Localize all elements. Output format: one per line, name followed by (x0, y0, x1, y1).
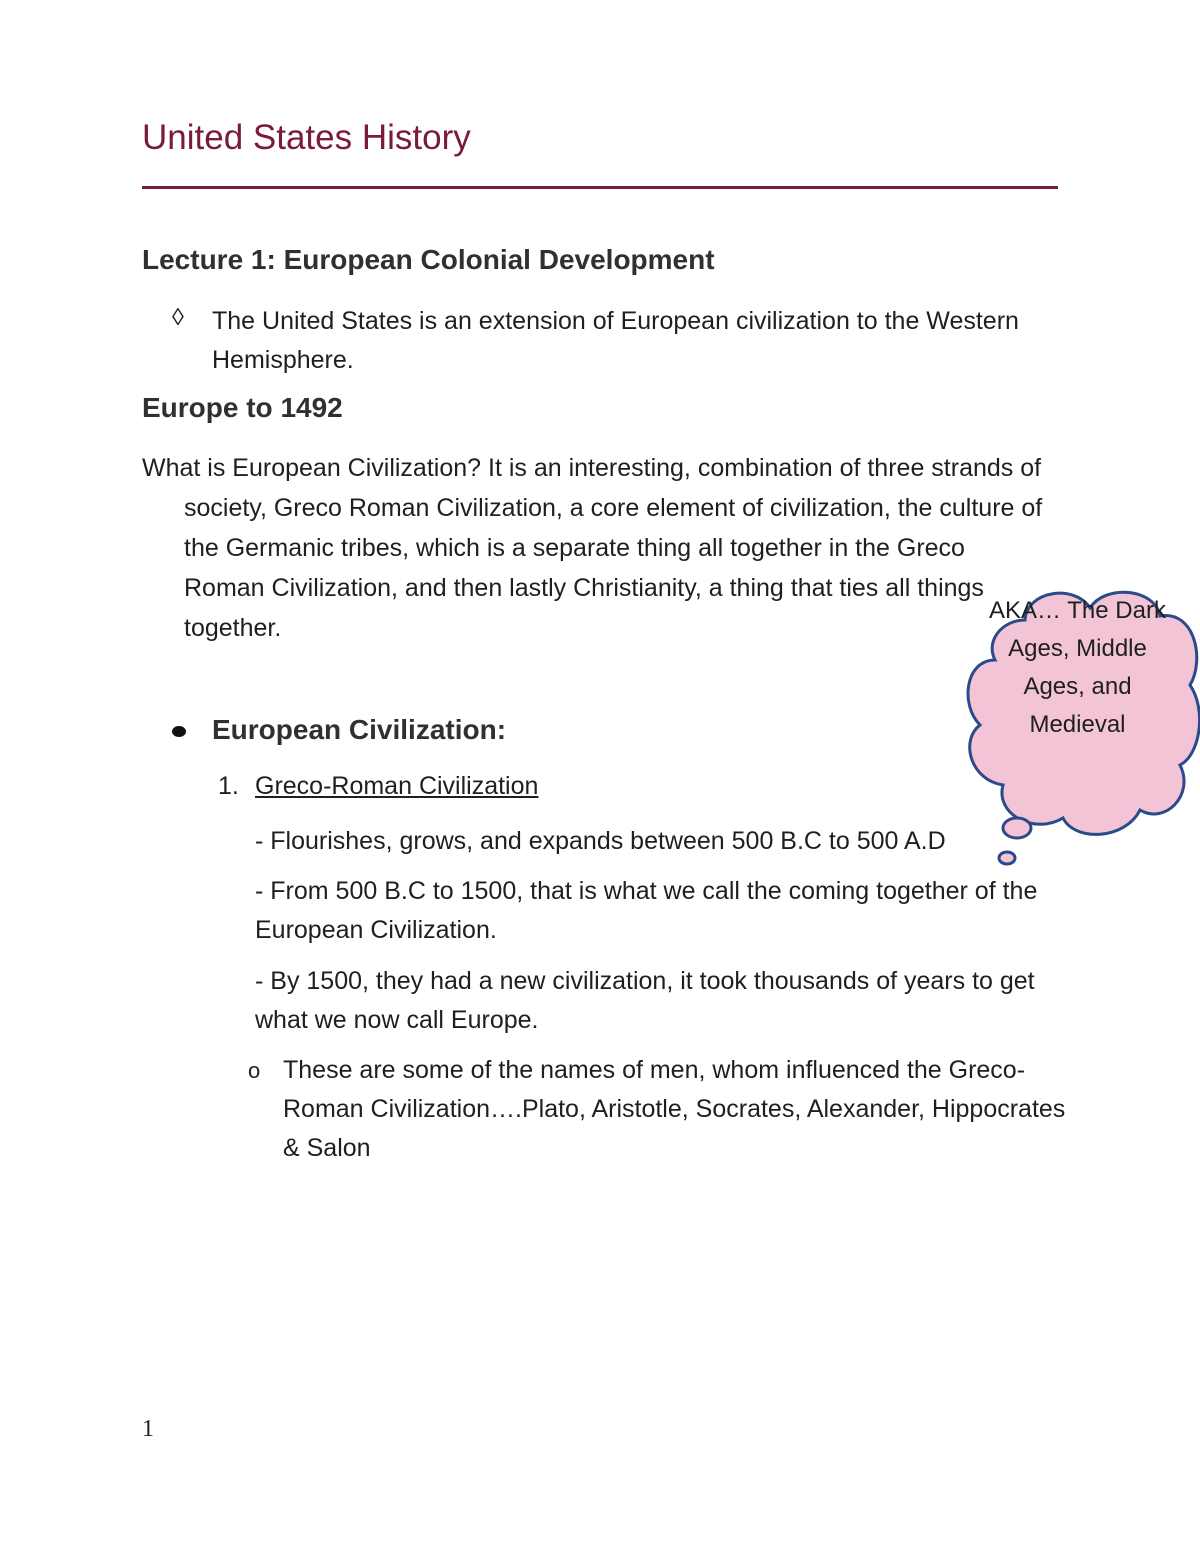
lecture-heading: Lecture 1: European Colonial Development (142, 244, 715, 275)
title-underline-rule (142, 186, 1058, 189)
sub-bullet-text: These are some of the names of men, whom influenced the Greco- Roman Civilization….Plato, Aristotle, Socrates, Alexander, Hippocrates & Salon (283, 1056, 1066, 1162)
detail-line-1: - Flourishes, grows, and expands between 500 B.C to 500 A.D (255, 827, 946, 855)
european-civilization-heading: European Civilization: (212, 714, 507, 745)
bullet-dot-icon (172, 726, 186, 737)
section-heading: Europe to 1492 (142, 392, 343, 423)
sub-bullet-circle-icon: o (248, 1058, 261, 1083)
list-item-number: 1. (218, 772, 239, 800)
page-number: 1 (142, 1416, 154, 1442)
detail-line-2: - From 500 B.C to 1500, that is what we call the coming together of the European Civilization. (255, 877, 1038, 944)
document-title: United States History (142, 118, 471, 157)
intro-paragraph: What is European Civilization? It is an interesting, combination of three strands of society, Greco Roman Civilization, a core element of civilization, the culture of the Germanic tribes, which is a separate thing all together in the Greco Roman Civilization, and then lastly Christianity, a thing that ties all things together. (142, 454, 1043, 642)
detail-line-3: - By 1500, they had a new civilization, it took thousands of years to get what we now call Europe. (255, 967, 1035, 1034)
callout-text: AKA… The Dark Ages, Middle Ages, and Medieval (989, 597, 1166, 738)
list-item-label: Greco-Roman Civilization (255, 772, 539, 800)
intro-text: The United States is an extension of European civilization to the Western Hemisphere. (212, 307, 1019, 374)
diamond-bullet-icon: ◊ (172, 304, 184, 331)
